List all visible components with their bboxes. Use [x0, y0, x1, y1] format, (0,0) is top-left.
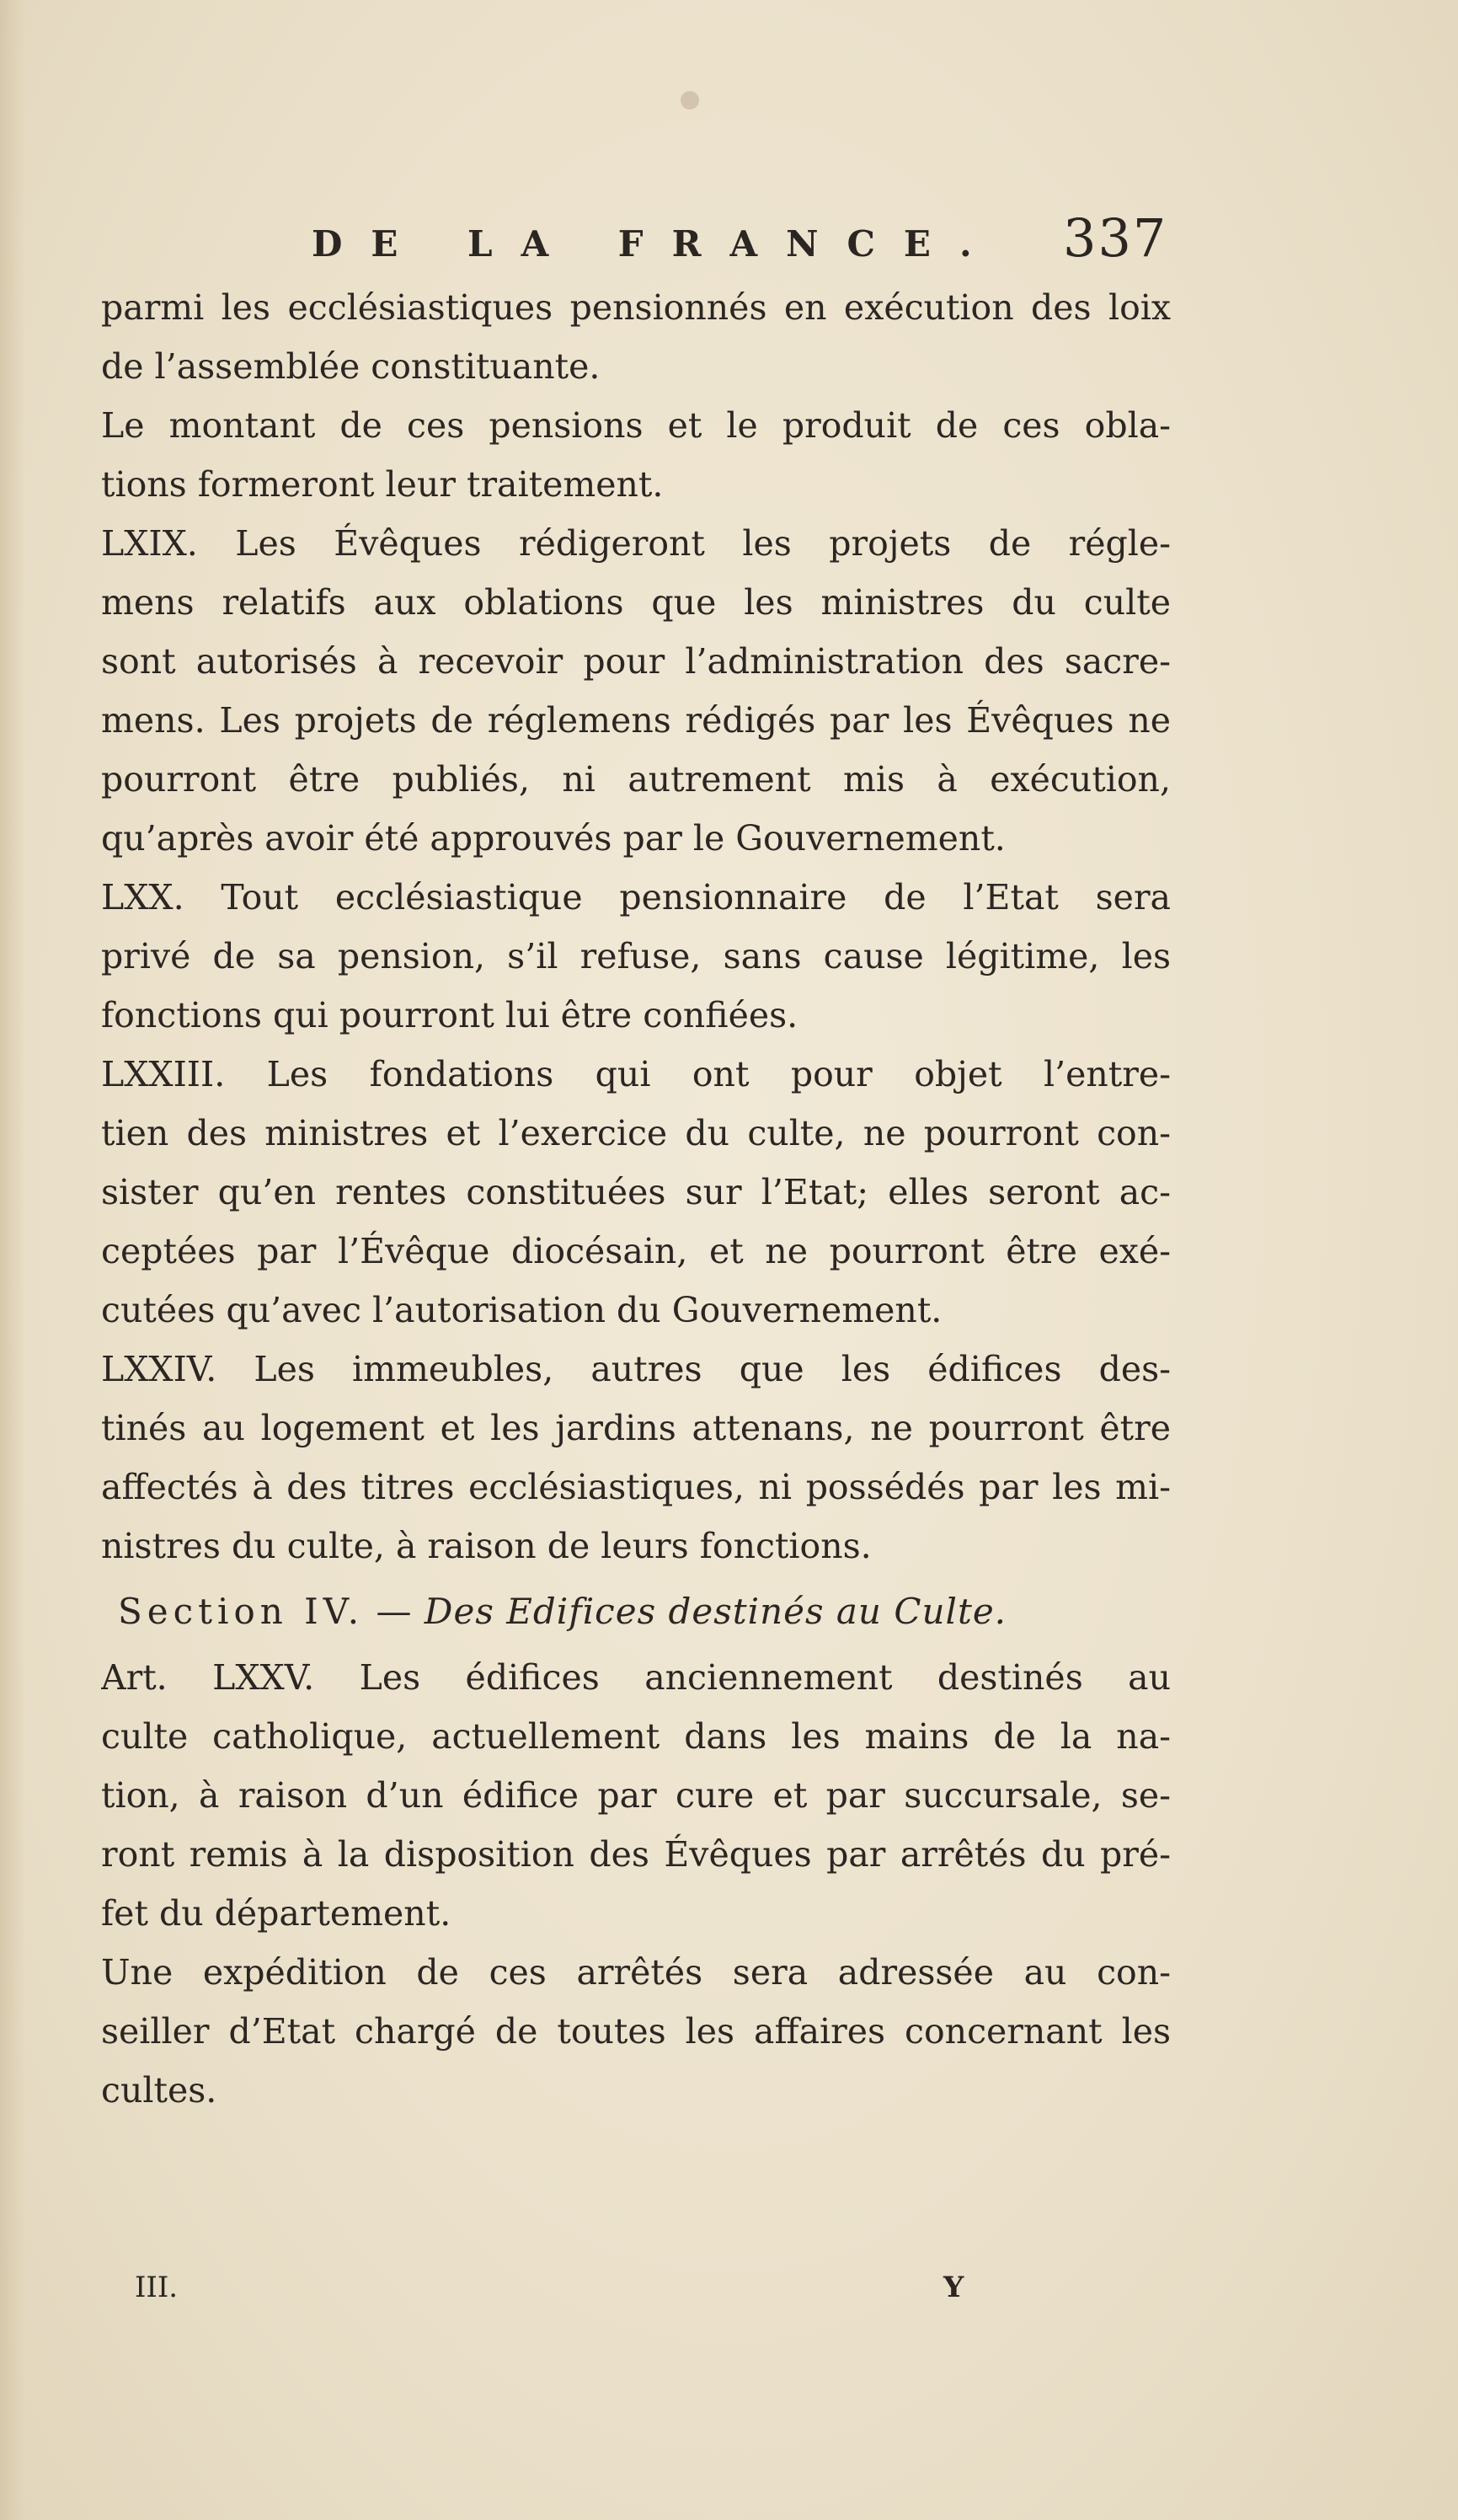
- text-line: cultes.: [101, 2070, 217, 2111]
- text-line: LXX. Tout ecclésiastique pensionnaire de l’Etat sera: [101, 877, 1171, 918]
- paper-stain: [681, 91, 699, 110]
- text-line: mens. Les projets de réglemens rédigés par les Évêques ne: [101, 700, 1171, 741]
- text-line: tion, à raison d’un édifice par cure et par succursale, se-: [101, 1775, 1171, 1816]
- page-footer: [0, 2266, 1458, 2309]
- text-line: LXXIII. Les fondations qui ont pour objet l’entre-: [101, 1054, 1171, 1094]
- text-line: sont autorisés à recevoir pour l’administration des sacre-: [101, 641, 1171, 682]
- running-head: DE LA FRANCE.: [312, 223, 1001, 265]
- text-line: de l’assemblée constituante.: [101, 346, 601, 387]
- text-line: tien des ministres et l’exercice du culte, ne pourront con-: [101, 1113, 1171, 1153]
- text-line: mens relatifs aux oblations que les ministres du culte: [101, 582, 1171, 623]
- text-line: Une expédition de ces arrêtés sera adressée au con-: [101, 1952, 1171, 1993]
- section-heading: [101, 1576, 1171, 1648]
- page-number: 337: [1063, 207, 1168, 269]
- page-edge-shadow: [0, 0, 25, 2520]
- catchword: Y: [943, 2271, 964, 2304]
- text-line: culte catholique, actuellement dans les mains de la na-: [101, 1716, 1171, 1757]
- text-line: fonctions qui pourront lui être confiées.: [101, 995, 798, 1035]
- text-line: ceptées par l’Évêque diocésain, et ne pourront être exé-: [101, 1231, 1171, 1271]
- text-line: LXXIV. Les immeubles, autres que les édifices des-: [101, 1349, 1171, 1389]
- text-line: seiller d’Etat chargé de toutes les affaires concernant les: [101, 2011, 1171, 2052]
- text-line: fet du département.: [101, 1893, 451, 1934]
- text-line: tions formeront leur traitement.: [101, 464, 664, 505]
- section-dash: —: [376, 1591, 413, 1632]
- text-line: nistres du culte, à raison de leurs fonctions.: [101, 1526, 872, 1566]
- text-line: pourront être publiés, ni autrement mis à exécution,: [101, 759, 1171, 800]
- signature-mark: III.: [135, 2271, 179, 2304]
- text-line: qu’après avoir été approuvés par le Gouvernement.: [101, 818, 1006, 859]
- text-line: ront remis à la disposition des Évêques par arrêtés du pré-: [101, 1834, 1171, 1875]
- text-line: Le montant de ces pensions et le produit de ces obla-: [101, 405, 1171, 446]
- section-label: Section IV.: [118, 1591, 365, 1632]
- text-line: parmi les ecclésiastiques pensionnés en exécution des loix: [101, 287, 1171, 328]
- text-line: LXIX. Les Évêques rédigeront les projets de régle-: [101, 523, 1171, 564]
- text-line: affectés à des titres ecclésiastiques, ni possédés par les mi-: [101, 1467, 1171, 1507]
- text-line: privé de sa pension, s’il refuse, sans cause légitime, les: [101, 936, 1171, 976]
- text-block-articles: [101, 278, 1171, 1576]
- text-line: Art. LXXV. Les édifices anciennement destinés au: [101, 1657, 1171, 1698]
- text-block-section-iv: [101, 1648, 1171, 2120]
- body-text: [101, 278, 1171, 2120]
- text-line: sister qu’en rentes constituées sur l’Etat; elles seront ac-: [101, 1172, 1171, 1212]
- text-line: tinés au logement et les jardins attenans, ne pourront être: [101, 1408, 1171, 1448]
- text-line: cutées qu’avec l’autorisation du Gouvernement.: [101, 1290, 943, 1330]
- section-title: Des Edifices destinés au Culte.: [424, 1591, 1007, 1632]
